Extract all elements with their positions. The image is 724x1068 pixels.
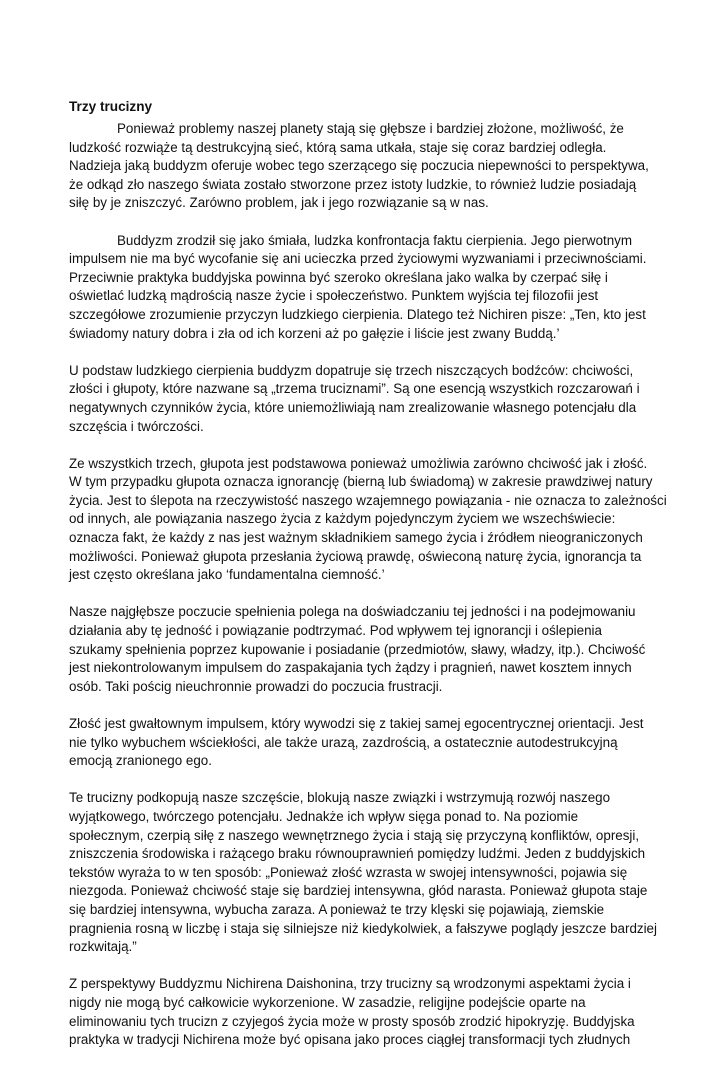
text-line: rozkwitają.”	[69, 939, 137, 955]
text-line: wyjątkowego, twórczego potencjału. Jednakże ich wpływ sięga ponad to. Na poziomie	[69, 808, 579, 824]
text-line: świadomy natury dobra i zła od ich korzeni aż po gałęzie i liście jest zwany Buddą.’	[69, 325, 560, 341]
text-line: szczęścia i twórczości.	[69, 418, 204, 434]
text-line: Z perspektywy Buddyzmu Nichirena Daishonina, trzy trucizny są wrodzonymi aspektami życia i	[69, 976, 631, 992]
text-line: nigdy nie mogą być całkowicie wykorzenione. W zasadzie, religijne podejście oparte na	[69, 994, 586, 1010]
document-title: Trzy trucizny	[69, 99, 153, 114]
text-line: Ponieważ problemy naszej planety stają się głębsze i bardziej złożone, możliwość, że	[117, 121, 624, 136]
text-line: możliwości. Ponieważ głupota przesłania życiową prawdę, oświeconą naturę życia, ignorancja ta	[69, 548, 642, 564]
text-line: niezgoda. Ponieważ chciwość staje się bardziej intensywna, głód narasta. Ponieważ głupota staje	[69, 883, 648, 899]
text-line: osób. Taki pościg nieuchronnie prowadzi do poczucia frustracji.	[69, 678, 443, 694]
text-line: U podstaw ludzkiego cierpienia buddyzm dopatruje się trzech niszczących bodźców: chciwości,	[69, 362, 634, 378]
text-line: impulsem nie ma być wycofanie się ani ucieczka przed życiowymi wyzwaniami i przeciwnościami.	[69, 251, 647, 267]
text-line: W tym przypadku głupota oznacza ignorancję (bierną lub świadomą) w zakresie prawdziwej natury	[69, 474, 653, 490]
text-line: społecznym, czerpią siłę z naszego wewnętrznego życia i stają się przyczyną konfliktów, opresji,	[69, 827, 640, 843]
paragraph	[69, 120, 689, 213]
text-line: jest często określana jako ‘fundamentalna ciemność.’	[69, 567, 385, 583]
text-line: Buddyzm zrodził się jako śmiała, ludzka konfrontacja faktu cierpienia. Jego pierwotnym	[117, 232, 633, 248]
text-line: jest niekontrolowanym impulsem do zaspakajania tych żądzy i pragnień, nawet kosztem innych	[69, 660, 632, 676]
text-line: eliminowaniu tych trucizn z czyjegoś życia może w prosty sposób zrodzić hipokryzję. Buddyjska	[69, 1013, 635, 1029]
text-line: szczegółowe zrozumienie przyczyn ludzkiego cierpienia. Dlatego też Nichiren pisze: „Ten, kto jest	[69, 306, 646, 322]
text-line: negatywnych czynników życia, które uniemożliwiają nam zrealizowanie własnego potencjału dla	[69, 399, 637, 415]
text-line: Przeciwnie praktyka buddyjska powinna być szeroko określana jako walka by czerpać siłę i	[69, 269, 608, 285]
text-line: nie tylko wybuchem wściekłości, ale także urazą, zazdrością, a ostatecznie autodestrukcyjną	[69, 734, 618, 750]
paragraph	[69, 975, 689, 1049]
text-line: oświetlać ludzką mądrością nasze życie i społeczeństwo. Punktem wyjścia tej filozofii jest	[69, 288, 599, 304]
paragraph	[69, 232, 689, 344]
text-line: Ze wszystkich trzech, głupota jest podstawowa ponieważ umożliwia zarówno chciwość jak i złość.	[69, 455, 648, 471]
text-line: złości i głupoty, które nazwane są „trzema truciznami”. Są one esencją wszystkich rozczarowań i	[69, 381, 640, 397]
text-line: praktyka w tradycji Nichirena może być opisana jako proces ciągłej transformacji tych złudnych	[69, 1032, 631, 1048]
text-line: działania aby tę jedność i powiązanie podtrzymać. Pod wpływem tej ignorancji i oślepienia	[69, 623, 602, 639]
paragraph	[69, 455, 689, 585]
paragraph	[69, 603, 689, 696]
text-line: emocją zranionego ego.	[69, 753, 212, 769]
text-line: się bardziej intensywna, wybucha zaraza. A ponieważ te trzy klęski się pojawiają, ziemskie	[69, 901, 605, 917]
document-page	[69, 97, 689, 1068]
paragraph	[69, 362, 689, 436]
text-line: pragnienia rosną w liczbę i staja się silniejsze niż kiedykolwiek, a fałszywe poglądy jeszcze bardziej	[69, 920, 657, 936]
text-line: że odkąd zło naszego świata zostało stworzone przez istoty ludzkie, to również ludzie posiadają	[69, 176, 637, 192]
text-line: Nadzieja jaką buddyzm oferuje wobec tego szerzącego się poczucia niepewności to perspektywa,	[69, 158, 649, 174]
paragraph	[69, 789, 689, 956]
paragraph	[69, 715, 689, 771]
text-line: ludzkość rozwiąże tą destrukcyjną sieć, którą sama utkała, staje się coraz bardziej odległa.	[69, 139, 607, 155]
document-body	[69, 120, 689, 1050]
text-line: Złość jest gwałtownym impulsem, który wywodzi się z takiej samej egocentrycznej orientacji. Jest	[69, 716, 644, 731]
text-line: od innych, ale powiązania naszego życia z każdym pojedynczym życiem we wszechświecie:	[69, 511, 616, 527]
text-line: życia. Jest to ślepota na rzeczywistość naszego wzajemnego powiązania - nie oznacza to zależności	[69, 492, 667, 508]
text-line: oznacza fakt, że każdy z nas jest ważnym składnikiem samego życia i źródłem nieograniczonych	[69, 530, 643, 546]
text-line: Te trucizny podkopują nasze szczęście, blokują nasze związki i wstrzymują rozwój naszego	[69, 790, 611, 806]
text-line: zniszczenia środowiska i rażącego braku równouprawnień pomiędzy ludźmi. Jeden z buddyjskich	[69, 846, 646, 862]
text-line: szukamy spełnienia poprzez kupowanie i posiadanie (przedmiotów, sławy, władzy, itp.). Chciwość	[69, 641, 646, 657]
text-line: siłę by je zniszczyć. Zarówno problem, jak i jego rozwiązanie są w nas.	[69, 195, 489, 211]
text-line: tekstów wyraża to w ten sposób: „Ponieważ złość wzrasta w swojej intensywności, pojawia się	[69, 864, 628, 880]
text-line: Nasze najgłębsze poczucie spełnienia polega na doświadczaniu tej jedności i na podejmowaniu	[69, 604, 636, 620]
